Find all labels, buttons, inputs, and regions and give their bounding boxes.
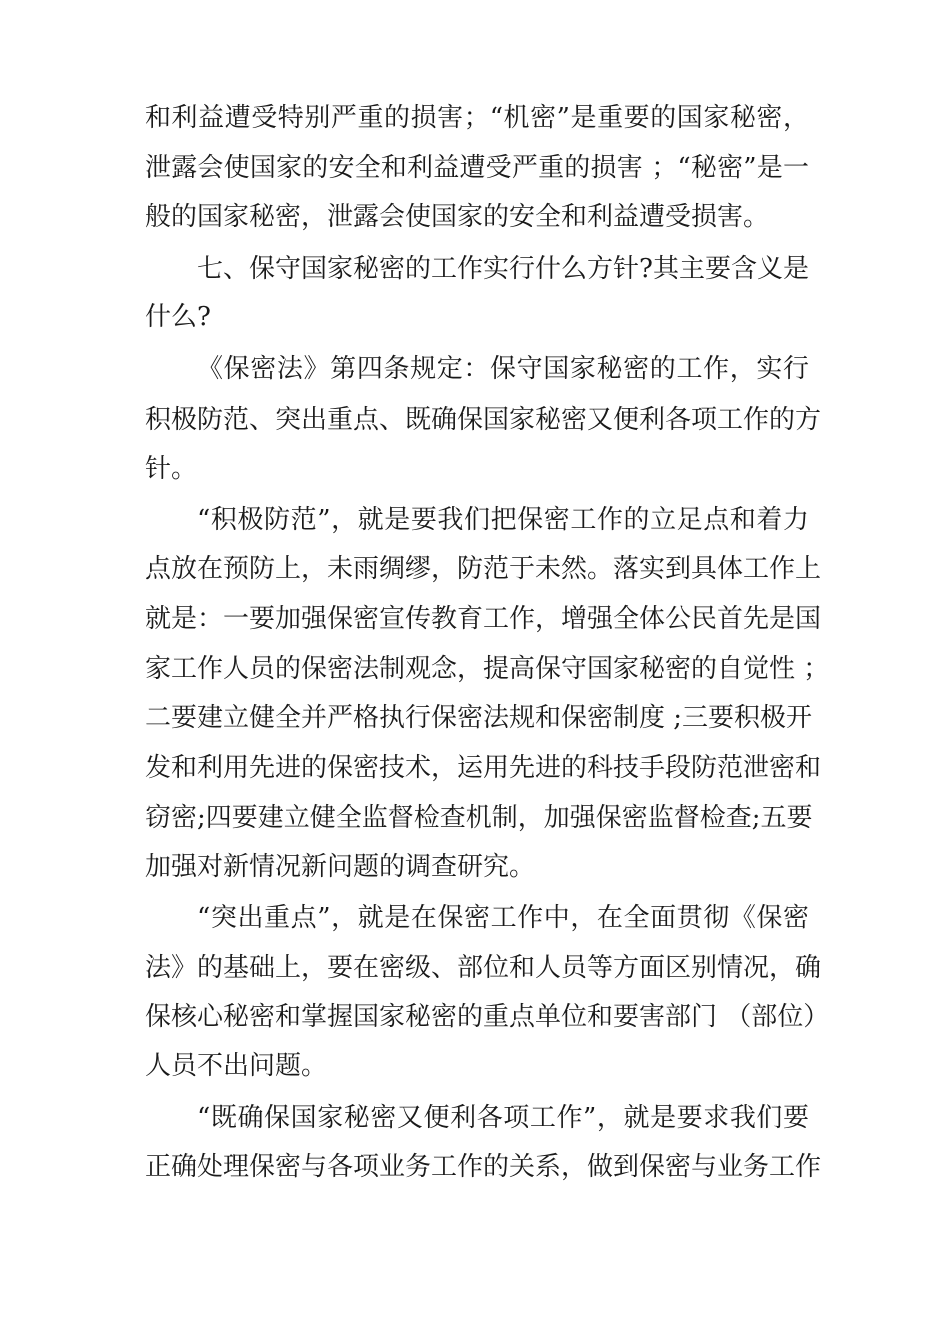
text-line: 保核心秘密和掌握国家秘密的重点单位和要害部门 （部位） bbox=[145, 1002, 830, 1032]
text-line: 加强对新情况新问题的调查研究。 bbox=[145, 852, 536, 882]
text-line: “突出重点”，就是在保密工作中，在全面贯彻《保密 bbox=[197, 903, 809, 933]
text-line: 家工作人员的保密法制观念，提高保守国家秘密的自觉性 ； bbox=[145, 654, 830, 684]
text-line: 和利益遭受特别严重的损害；“机密”是重要的国家秘密， bbox=[145, 103, 809, 133]
text-line: 法》的基础上，要在密级、部位和人员等方面区别情况，确 bbox=[145, 953, 822, 983]
text-line: 窃密;四要建立健全监督检查机制，加强保密监督检查;五要 bbox=[145, 803, 813, 833]
text-line: 二要建立健全并严格执行保密法规和保密制度 ;三要积极开 bbox=[145, 703, 813, 733]
text-line: 点放在预防上，未雨绸缪，防范于未然。落实到具体工作上 bbox=[145, 554, 822, 584]
text-line: 积极防范、突出重点、既确保国家秘密又便利各项工作的方 bbox=[145, 405, 822, 435]
text-line: 泄露会使国家的安全和利益遭受严重的损害 ；“秘密”是一 bbox=[145, 153, 809, 183]
text-line: 《保密法》第四条规定：保守国家秘密的工作，实行 bbox=[197, 354, 809, 384]
question-heading: 七、保守国家秘密的工作实行什么方针?其主要含义是 bbox=[197, 254, 809, 284]
text-line: 针。 bbox=[145, 454, 198, 484]
text-line: 发和利用先进的保密技术，运用先进的科技手段防范泄密和 bbox=[145, 753, 822, 783]
text-line: 就是：一要加强保密宣传教育工作，增强全体公民首先是国 bbox=[145, 604, 822, 634]
text-line: “既确保国家秘密又便利各项工作”，就是要求我们要 bbox=[197, 1103, 809, 1133]
text-line: “积极防范”，就是要我们把保密工作的立足点和着力 bbox=[197, 505, 809, 535]
text-line: 正确处理保密与各项业务工作的关系，做到保密与业务工作 bbox=[145, 1152, 822, 1182]
text-line: 般的国家秘密，泄露会使国家的安全和利益遭受损害。 bbox=[145, 202, 770, 232]
question-heading-continued: 什么? bbox=[145, 302, 211, 332]
text-line: 人员不出问题。 bbox=[145, 1051, 328, 1081]
